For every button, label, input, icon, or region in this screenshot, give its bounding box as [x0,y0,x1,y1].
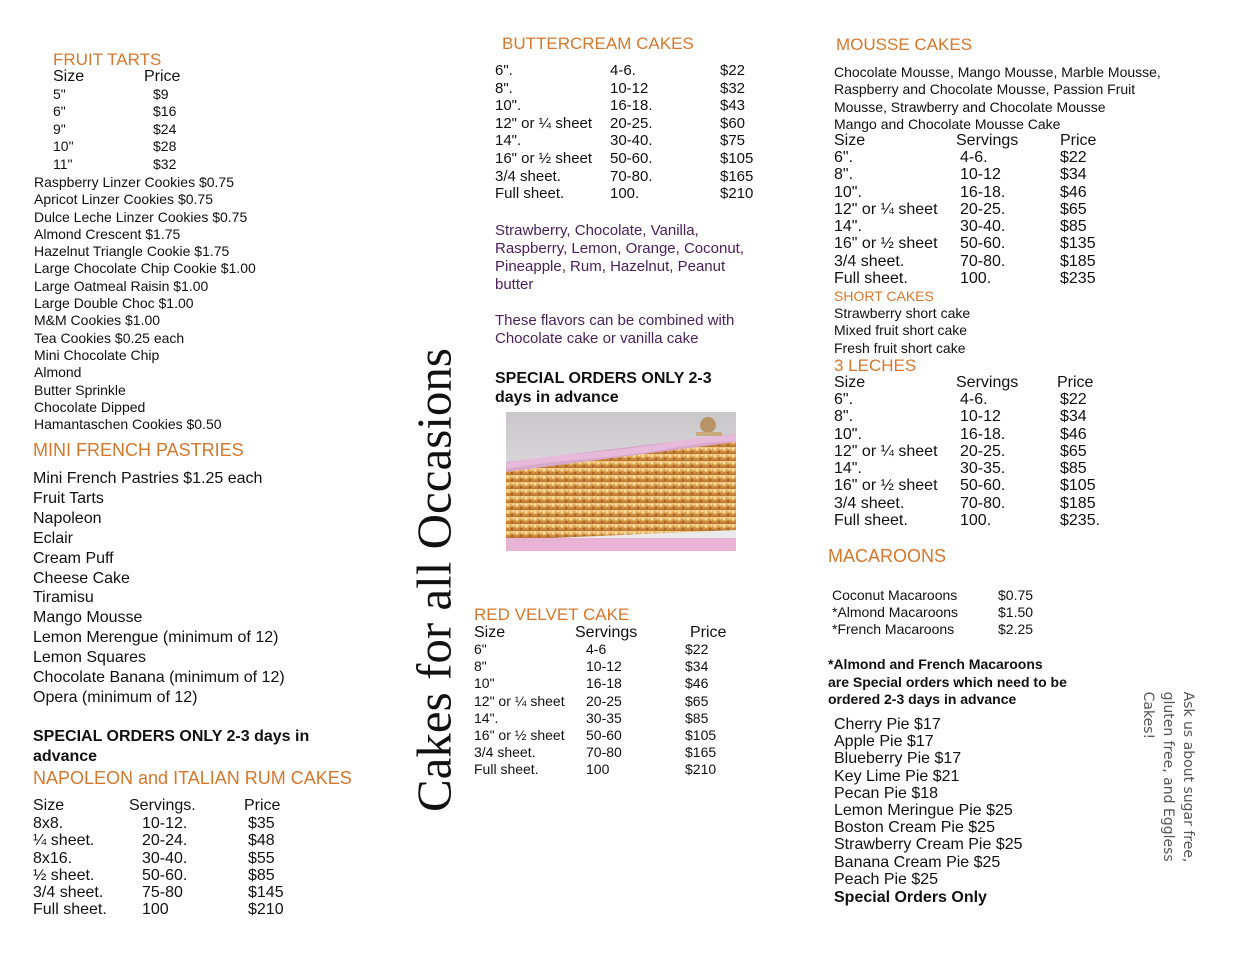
table-cell: 16-18. [610,97,653,115]
table-cell: $210 [685,761,717,778]
table-cell: 16" or ½ sheet [495,149,593,167]
table-cell: $32 [153,155,177,172]
table-row [834,391,1134,408]
table-cell: $22 [685,641,709,657]
table-cell: $105 [685,726,717,743]
special-orders-left: SPECIAL ORDERS ONLY 2-3 days in advance [33,728,310,765]
table-cell: Coconut Macaroons [832,587,958,603]
table-row [474,675,754,692]
table-row [474,641,754,658]
list-item: Raspberry and Chocolate Mousse, Passion Fruit [834,81,1136,98]
list-item: *Almond and French Macaroons [828,656,1043,672]
table-cell: $210 [720,185,754,203]
mini-french-title: MINI FRENCH PASTRIES [33,440,244,460]
mousse-title: MOUSSE CAKES [836,35,973,54]
table-cell: 16-18. [960,425,1006,443]
table-cell: 12" or ¼ sheet [474,692,565,709]
table-cell: $85 [1060,460,1087,478]
table-cell: 70-80 [586,744,622,761]
table-cell: 30-35 [586,709,622,726]
table-cell: $0.75 [998,587,1034,603]
table-row [33,832,333,849]
table-cell: ¼ sheet. [33,832,95,850]
table-cell: Full sheet. [474,761,539,778]
table-cell: $16 [153,103,177,120]
list-item: are Special orders which need to be [828,673,1067,690]
table-row [495,62,775,80]
table-row [495,150,775,168]
table-cell: 3/4 sheet. [834,494,905,512]
list-item: Hazelnut Triangle Cookie $1.75 [34,243,230,260]
napoleon-table [33,797,333,919]
table-row [474,744,754,761]
table-row [474,727,754,744]
table-cell: 50-60. [610,149,653,167]
table-row [474,693,754,710]
table-cell: 100. [610,185,640,203]
table-cell: $22 [1060,391,1087,408]
table-cell: 50-60. [960,477,1006,495]
list-item: Apple Pie $17 [834,733,934,751]
table-cell: $22 [720,62,746,79]
table-row [33,884,333,901]
table-row [495,80,775,98]
vertical-title: Cakes for all Occasions [406,348,462,812]
list-item: Tiramisu [33,589,94,607]
table-cell: 20-24. [142,832,188,850]
table-cell: 30-35. [960,460,1006,478]
napoleon-title: NAPOLEON and ITALIAN RUM CAKES [33,768,352,788]
table-row [834,460,1134,477]
list-item: Mini Chocolate Chip [34,346,160,363]
table-row [834,512,1134,529]
list-item: Butter Sprinkle [34,381,126,398]
table-cell: $1.50 [998,603,1034,620]
table-cell: 10". [834,425,862,443]
buttercream-combine [495,312,734,348]
table-cell: 6". [495,62,513,79]
table-cell: 16" or ½ sheet [834,235,938,253]
list-item: M&M Cookies $1.00 [34,312,161,329]
table-cell: 6". [834,149,854,166]
table-cell: 3/4 sheet. [834,252,905,270]
list-item: Banana Cream Pie $25 [834,853,1001,871]
table-cell: $34 [1060,408,1087,426]
list-item: Fresh fruit short cake [834,339,966,356]
list-item: Key Lime Pie $21 [834,767,960,785]
table-cell: 14". [834,460,862,478]
table-cell: 70-80. [960,494,1006,512]
list-item: Blueberry Pie $17 [834,750,962,768]
list-item: Strawberry short cake [834,305,971,321]
table-cell: $65 [1060,442,1087,460]
table-cell: $35 [248,815,275,832]
table-cell: 16-18. [960,183,1006,201]
list-item: Cheese Cake [33,569,130,587]
table-cell: 10" [53,138,74,155]
table-cell: $135 [1060,235,1096,253]
table-row [33,850,333,867]
cake-photo-art [506,412,736,551]
table-cell: $75 [720,132,746,150]
table-row [834,149,1134,166]
table-cell: 4-6 [586,641,607,657]
table-header: Size Servings Price [474,624,727,641]
table-cell: 6" [53,103,66,120]
table-cell: $65 [685,692,709,709]
table-cell: 10". [495,97,522,115]
list-item: Ask us about sugar free, [1180,691,1196,863]
mousse-desc [834,64,1161,133]
table-cell: 6". [834,391,854,408]
buttercream-title: BUTTERCREAM CAKES [502,34,694,53]
table-cell: $48 [248,832,275,850]
table-cell: 3/4 sheet. [495,167,561,185]
table-row [33,901,333,918]
table-cell: 6" [474,641,487,657]
table-cell: Full sheet. [33,901,107,919]
table-cell: $46 [1060,183,1087,201]
table-cell: $24 [153,120,177,137]
table-row [495,168,775,186]
fruit-tarts-title: FRUIT TARTS [53,50,162,69]
table-cell: 70-80. [960,252,1006,270]
table-cell: $85 [1060,218,1087,236]
table-row [834,443,1134,460]
table-cell: $185 [1060,252,1096,270]
table-cell: 10-12 [960,408,1001,426]
table-cell: 16" or ½ sheet [474,726,565,743]
list-item: Hamantaschen Cookies $0.50 [34,416,222,433]
table-cell: 8" [474,658,487,675]
list-item: Chocolate Mousse, Mango Mousse, Marble Mousse, [834,64,1161,80]
mousse-table [834,132,1134,287]
tres-leches-title: 3 LECHES [834,356,917,375]
table-cell: 4-6. [960,149,988,166]
table-row [495,115,775,133]
list-item: Chocolate Banana (minimum of 12) [33,669,285,687]
table-cell: $105 [1060,477,1096,495]
table-cell: 5" [53,86,66,102]
table-row [53,156,253,173]
fruit-tarts-table [53,68,253,173]
table-cell: $185 [1060,494,1096,512]
list-item: Opera (minimum of 12) [33,688,198,706]
macaroons-table [828,587,1068,637]
table-cell: 3/4 sheet. [33,884,104,902]
table-cell: 3/4 sheet. [474,744,536,761]
table-cell: 8". [834,166,854,184]
mini-french-list [33,469,285,708]
table-cell: $34 [1060,166,1087,184]
table-row [834,235,1134,252]
table-cell: 20-25. [960,200,1006,218]
table-row [834,270,1134,287]
table-row [834,201,1134,218]
list-item: Peach Pie $25 [834,870,939,888]
list-item: Boston Cream Pie $25 [834,819,995,837]
cookies-list [34,174,256,433]
short-cakes-title: SHORT CAKES [834,288,934,304]
list-item: These flavors can be combined with [495,312,735,329]
table-cell: 12" or ¼ sheet [834,442,938,460]
table-header: Size Servings Price [834,374,1094,391]
buttercream-flavors [495,222,744,294]
list-item: Dulce Leche Linzer Cookies $0.75 [34,208,248,225]
table-cell: 16-18 [586,675,622,692]
table-cell: 4-6. [610,62,636,79]
table-row [53,121,253,138]
table-cell: 70-80. [610,167,653,185]
table-cell: 14". [834,218,862,236]
table-cell: $43 [720,97,746,115]
table-cell: $34 [685,658,709,675]
table-cell: $165 [685,744,717,761]
table-cell: $210 [248,901,284,919]
table-cell: $2.25 [998,620,1034,637]
table-cell: 100 [142,901,169,919]
table-cell: 30-40. [610,132,653,150]
list-item: Mousse, Strawberry and Chocolate Mousse [834,98,1106,115]
table-cell: $55 [248,849,275,867]
table-cell: 30-40. [960,218,1006,236]
list-item: days in advance [495,389,619,406]
buttercream-special [495,369,712,407]
table-cell: 12" or ¼ sheet [834,200,938,218]
table-cell: 14". [495,132,522,150]
table-cell: Full sheet. [834,270,908,288]
list-item: Cakes! [1140,691,1156,740]
table-row [834,184,1134,201]
table-cell: 8x8. [33,815,64,832]
table-row [495,132,775,150]
table-row [834,166,1134,183]
table-row [495,97,775,115]
list-item: Almond Crescent $1.75 [34,225,181,242]
table-cell: *Almond Macaroons [832,603,959,620]
list-item: Eclair [33,529,74,547]
table-row [834,477,1134,494]
pies-list [834,716,1023,888]
table-cell: 75-80 [142,884,183,902]
tres-leches-table [834,374,1134,529]
cake-photo [506,412,736,551]
table-cell: 50-60. [960,235,1006,253]
red-velvet-table [474,624,754,779]
table-cell: 8x16. [33,849,73,867]
table-cell: Full sheet. [495,185,565,203]
list-item: ordered 2-3 days in advance [828,691,1017,707]
table-row [53,86,253,103]
table-cell: 10". [834,183,862,201]
table-header: Size Servings. Price [33,797,281,814]
table-row [834,426,1134,443]
list-item: Mango Mousse [33,609,143,627]
table-row [53,103,253,120]
list-item: Cherry Pie $17 [834,716,941,733]
table-row [828,604,1068,621]
list-item: Large Oatmeal Raisin $1.00 [34,277,209,294]
table-cell: $165 [720,167,754,185]
table-cell: 20-25 [586,692,622,709]
list-item: Mini French Pastries $1.25 each [33,470,263,487]
list-item: Tea Cookies $0.25 each [34,329,185,346]
table-cell: 100 [586,761,610,778]
side-note [1138,692,1198,863]
list-item: Mixed fruit short cake [834,322,968,339]
table-row [834,253,1134,270]
list-item: Cream Puff [33,549,114,567]
table-cell: 10" [474,675,495,692]
table-row [53,138,253,155]
table-cell: *French Macaroons [832,620,955,637]
red-velvet-title: RED VELVET CAKE [474,605,630,624]
table-row [834,408,1134,425]
table-cell: $235 [1060,270,1096,288]
macaroons-note [828,656,1067,709]
table-cell: 16" or ½ sheet [834,477,938,495]
table-row [33,815,333,832]
table-cell: 4-6. [960,391,988,408]
table-cell: 8". [834,408,854,426]
table-cell: $28 [153,138,177,155]
table-cell: Full sheet. [834,512,908,530]
pies-special: Special Orders Only [834,889,987,906]
table-cell: $22 [1060,149,1087,166]
list-item: butter [495,276,534,293]
list-item: Raspberry Linzer Cookies $0.75 [34,174,234,190]
table-cell: 9" [53,120,66,137]
table-cell: $145 [248,884,284,902]
table-cell: 11" [53,155,73,172]
table-header: Size Servings Price [834,132,1097,149]
table-row [834,495,1134,512]
list-item: Chocolate Dipped [34,398,146,415]
list-item: Almond [34,364,82,381]
table-cell: 10-12 [960,166,1001,184]
list-item: Lemon Squares [33,649,146,667]
table-cell: $32 [720,79,746,97]
table-cell: ½ sheet. [33,866,95,884]
table-cell: 30-40. [142,849,188,867]
list-item: Apricot Linzer Cookies $0.75 [34,191,213,208]
table-cell: $9 [153,86,169,102]
list-item: Raspberry, Lemon, Orange, Coconut, [495,240,745,257]
table-row [834,218,1134,235]
list-item: Pecan Pie $18 [834,784,939,802]
table-row [33,867,333,884]
list-item: Large Chocolate Chip Cookie $1.00 [34,260,256,277]
table-row [474,658,754,675]
table-cell: 10-12. [142,815,188,832]
short-cakes-list [834,305,970,357]
list-item: Mango and Chocolate Mousse Cake [834,115,1061,132]
list-item: Pineapple, Rum, Hazelnut, Peanut [495,258,726,275]
table-cell: $65 [1060,200,1087,218]
table-cell: 8". [495,79,513,97]
table-row [495,185,775,203]
table-cell: 14". [474,709,499,726]
table-cell: 10-12 [610,79,649,97]
table-cell: 50-60 [586,726,622,743]
table-cell: 20-25. [960,442,1006,460]
list-item: Chocolate cake or vanilla cake [495,330,699,347]
table-cell: 10-12 [586,658,622,675]
table-cell: $46 [685,675,709,692]
table-cell: $105 [720,149,754,167]
table-cell: $60 [720,114,746,132]
table-cell: 100. [960,512,992,530]
table-cell: 12" or ¼ sheet [495,114,593,132]
buttercream-table [495,62,775,203]
table-cell: 20-25. [610,114,653,132]
table-row [474,710,754,727]
list-item: Napoleon [33,509,102,527]
table-row [828,621,1068,638]
table-cell: $235. [1060,512,1101,530]
table-header: Size Price [53,68,181,85]
list-item: Lemon Merengue (minimum of 12) [33,629,279,647]
list-item: Strawberry, Chocolate, Vanilla, [495,222,699,239]
table-cell: 100. [960,270,992,288]
list-item: Lemon Meringue Pie $25 [834,802,1013,820]
macaroons-title: MACAROONS [828,546,947,566]
list-item: Large Double Choc $1.00 [34,295,194,312]
table-cell: $85 [248,866,275,884]
table-cell: 50-60. [142,866,188,884]
table-cell: $46 [1060,425,1087,443]
list-item: SPECIAL ORDERS ONLY 2-3 [495,370,712,387]
table-row [474,761,754,778]
list-item: gluten free, and Eggless [1160,691,1176,862]
list-item: Fruit Tarts [33,489,104,507]
table-cell: $85 [685,709,709,726]
list-item: Strawberry Cream Pie $25 [834,836,1023,854]
table-row [828,587,1068,604]
